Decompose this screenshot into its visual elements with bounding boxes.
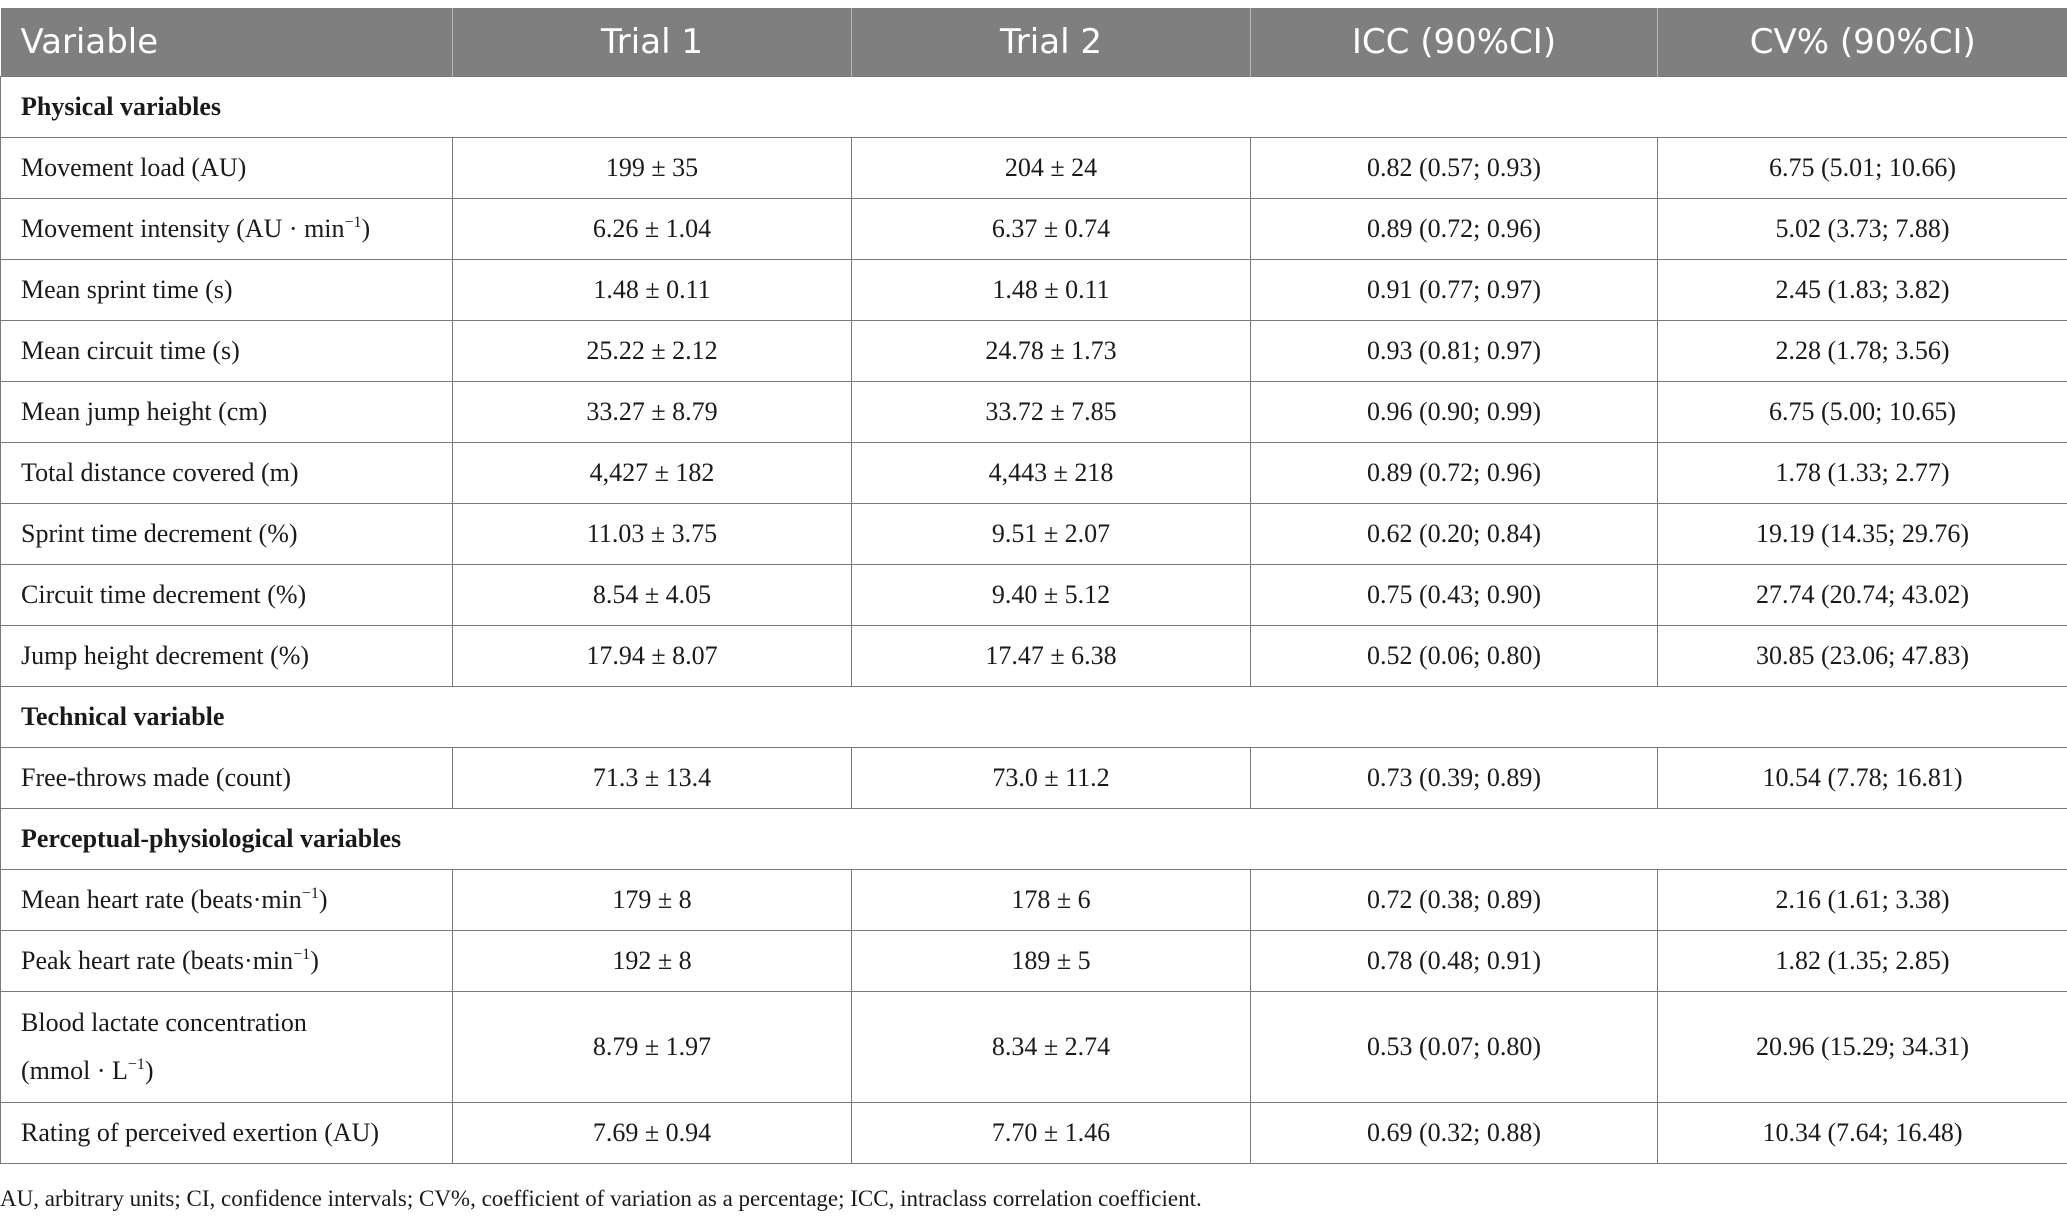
- table-row: [1, 870, 2067, 931]
- cell-icc: 0.82 (0.57; 0.93): [1251, 138, 1658, 199]
- cell-variable: [1, 565, 453, 626]
- cell-cv: 19.19 (14.35; 29.76): [1658, 504, 2067, 565]
- variable-label: Mean sprint time (s): [21, 275, 233, 304]
- cell-icc: 0.89 (0.72; 0.96): [1251, 443, 1658, 504]
- cell-variable: [1, 443, 453, 504]
- cell-trial-1: 199 ± 35: [453, 138, 852, 199]
- cell-trial-1: 7.69 ± 0.94: [453, 1103, 852, 1164]
- cell-variable: [1, 992, 453, 1103]
- cell-icc: 0.78 (0.48; 0.91): [1251, 931, 1658, 992]
- cell-variable: [1, 138, 453, 199]
- cell-cv: 5.02 (3.73; 7.88): [1658, 199, 2067, 260]
- table-container: [0, 8, 2067, 1164]
- table-footnote: AU, arbitrary units; CI, confidence intervals; CV%, coefficient of variation as a percentage; ICC, intraclass correlation coefficient.: [0, 1186, 1202, 1211]
- cell-trial-2: 17.47 ± 6.38: [852, 626, 1251, 687]
- variable-label: Movement intensity (AU · min: [21, 214, 345, 243]
- section-title: Physical variables: [1, 77, 2067, 138]
- cell-trial-2: 33.72 ± 7.85: [852, 382, 1251, 443]
- table-row: [1, 565, 2067, 626]
- cell-icc: 0.62 (0.20; 0.84): [1251, 504, 1658, 565]
- cell-cv: 20.96 (15.29; 34.31): [1658, 992, 2067, 1103]
- variable-label: Circuit time decrement (%): [21, 580, 307, 609]
- cell-cv: 1.82 (1.35; 2.85): [1658, 931, 2067, 992]
- cell-icc: 0.73 (0.39; 0.89): [1251, 748, 1658, 809]
- cell-trial-2: 8.34 ± 2.74: [852, 992, 1251, 1103]
- cell-variable: [1, 931, 453, 992]
- cell-variable: [1, 199, 453, 260]
- cell-variable: [1, 626, 453, 687]
- cell-trial-2: 7.70 ± 1.46: [852, 1103, 1251, 1164]
- cell-trial-1: 8.79 ± 1.97: [453, 992, 852, 1103]
- section-title: Perceptual-physiological variables: [1, 809, 2067, 870]
- cell-variable: [1, 382, 453, 443]
- variable-label: Jump height decrement (%): [21, 641, 310, 670]
- table-row: [1, 626, 2067, 687]
- cell-trial-2: 6.37 ± 0.74: [852, 199, 1251, 260]
- cell-trial-1: 25.22 ± 2.12: [453, 321, 852, 382]
- variable-label-line2: (mmol · L: [21, 1056, 128, 1085]
- table-row: [1, 931, 2067, 992]
- cell-trial-1: 11.03 ± 3.75: [453, 504, 852, 565]
- cell-icc: 0.89 (0.72; 0.96): [1251, 199, 1658, 260]
- unit-suffix: ): [318, 885, 328, 914]
- cell-cv: 10.34 (7.64; 16.48): [1658, 1103, 2067, 1164]
- table-row: [1, 504, 2067, 565]
- table-row: [1, 199, 2067, 260]
- cell-trial-2: 24.78 ± 1.73: [852, 321, 1251, 382]
- header-icc: ICC (90%CI): [1251, 8, 1658, 77]
- cell-cv: 2.28 (1.78; 3.56): [1658, 321, 2067, 382]
- cell-variable: [1, 260, 453, 321]
- cell-trial-1: 33.27 ± 8.79: [453, 382, 852, 443]
- cell-trial-2: 9.51 ± 2.07: [852, 504, 1251, 565]
- cell-cv: 6.75 (5.01; 10.66): [1658, 138, 2067, 199]
- cell-icc: 0.75 (0.43; 0.90): [1251, 565, 1658, 626]
- cell-icc: 0.52 (0.06; 0.80): [1251, 626, 1658, 687]
- cell-cv: 2.16 (1.61; 3.38): [1658, 870, 2067, 931]
- cell-trial-1: 179 ± 8: [453, 870, 852, 931]
- cell-trial-1: 1.48 ± 0.11: [453, 260, 852, 321]
- variable-label: Movement load (AU): [21, 153, 247, 182]
- cell-trial-2: 204 ± 24: [852, 138, 1251, 199]
- cell-variable: [1, 321, 453, 382]
- cell-trial-1: 192 ± 8: [453, 931, 852, 992]
- variable-label: Mean jump height (cm): [21, 397, 268, 426]
- variable-label: Sprint time decrement (%): [21, 519, 298, 548]
- header-trial-2: Trial 2: [852, 8, 1251, 77]
- table-body: [1, 77, 2067, 1164]
- cell-icc: 0.93 (0.81; 0.97): [1251, 321, 1658, 382]
- section-row: [1, 687, 2067, 748]
- table-row: [1, 992, 2067, 1103]
- cell-cv: 2.45 (1.83; 3.82): [1658, 260, 2067, 321]
- variable-label: Rating of perceived exertion (AU): [21, 1118, 380, 1147]
- cell-trial-2: 73.0 ± 11.2: [852, 748, 1251, 809]
- cell-variable: [1, 870, 453, 931]
- variable-label: Free-throws made (count): [21, 763, 292, 792]
- cell-cv: 10.54 (7.78; 16.81): [1658, 748, 2067, 809]
- section-row: [1, 809, 2067, 870]
- variable-label: Total distance covered (m): [21, 458, 299, 487]
- unit-suffix: ): [361, 214, 371, 243]
- cell-icc: 0.69 (0.32; 0.88): [1251, 1103, 1658, 1164]
- header-variable: Variable: [1, 8, 453, 77]
- cell-trial-1: 8.54 ± 4.05: [453, 565, 852, 626]
- unit-suffix: ): [310, 946, 319, 975]
- unit-exponent: −1: [293, 946, 311, 963]
- cell-trial-2: 1.48 ± 0.11: [852, 260, 1251, 321]
- cell-trial-1: 17.94 ± 8.07: [453, 626, 852, 687]
- unit-exponent: −1: [127, 1056, 145, 1073]
- cell-variable: [1, 504, 453, 565]
- table-row: [1, 321, 2067, 382]
- variable-label: Mean circuit time (s): [21, 336, 240, 365]
- cell-icc: 0.91 (0.77; 0.97): [1251, 260, 1658, 321]
- variable-label: Blood lactate concentration: [21, 1008, 307, 1037]
- cell-icc: 0.53 (0.07; 0.80): [1251, 992, 1658, 1103]
- cell-variable: [1, 1103, 453, 1164]
- table-row: [1, 138, 2067, 199]
- table-row: [1, 748, 2067, 809]
- table-row: [1, 443, 2067, 504]
- variable-label: Peak heart rate (beats·min: [21, 946, 294, 975]
- unit-exponent: −1: [344, 214, 362, 231]
- cell-trial-1: 6.26 ± 1.04: [453, 199, 852, 260]
- header-cv: CV% (90%CI): [1658, 8, 2067, 77]
- cell-trial-1: 71.3 ± 13.4: [453, 748, 852, 809]
- cell-trial-2: 4,443 ± 218: [852, 443, 1251, 504]
- section-title: Technical variable: [1, 687, 2067, 748]
- table-row: [1, 1103, 2067, 1164]
- cell-cv: 30.85 (23.06; 47.83): [1658, 626, 2067, 687]
- variable-label: Mean heart rate (beats·min: [21, 885, 302, 914]
- cell-trial-2: 9.40 ± 5.12: [852, 565, 1251, 626]
- cell-trial-2: 178 ± 6: [852, 870, 1251, 931]
- cell-cv: 6.75 (5.00; 10.65): [1658, 382, 2067, 443]
- header-row: [1, 8, 2067, 77]
- cell-trial-1: 4,427 ± 182: [453, 443, 852, 504]
- cell-icc: 0.96 (0.90; 0.99): [1251, 382, 1658, 443]
- unit-suffix: ): [144, 1056, 154, 1085]
- cell-icc: 0.72 (0.38; 0.89): [1251, 870, 1658, 931]
- section-row: [1, 77, 2067, 138]
- cell-cv: 27.74 (20.74; 43.02): [1658, 565, 2067, 626]
- table-row: [1, 260, 2067, 321]
- cell-variable: [1, 748, 453, 809]
- cell-trial-2: 189 ± 5: [852, 931, 1251, 992]
- table-row: [1, 382, 2067, 443]
- cell-cv: 1.78 (1.33; 2.77): [1658, 443, 2067, 504]
- header-trial-1: Trial 1: [453, 8, 852, 77]
- reliability-table: [0, 8, 2067, 1164]
- unit-exponent: −1: [301, 885, 319, 902]
